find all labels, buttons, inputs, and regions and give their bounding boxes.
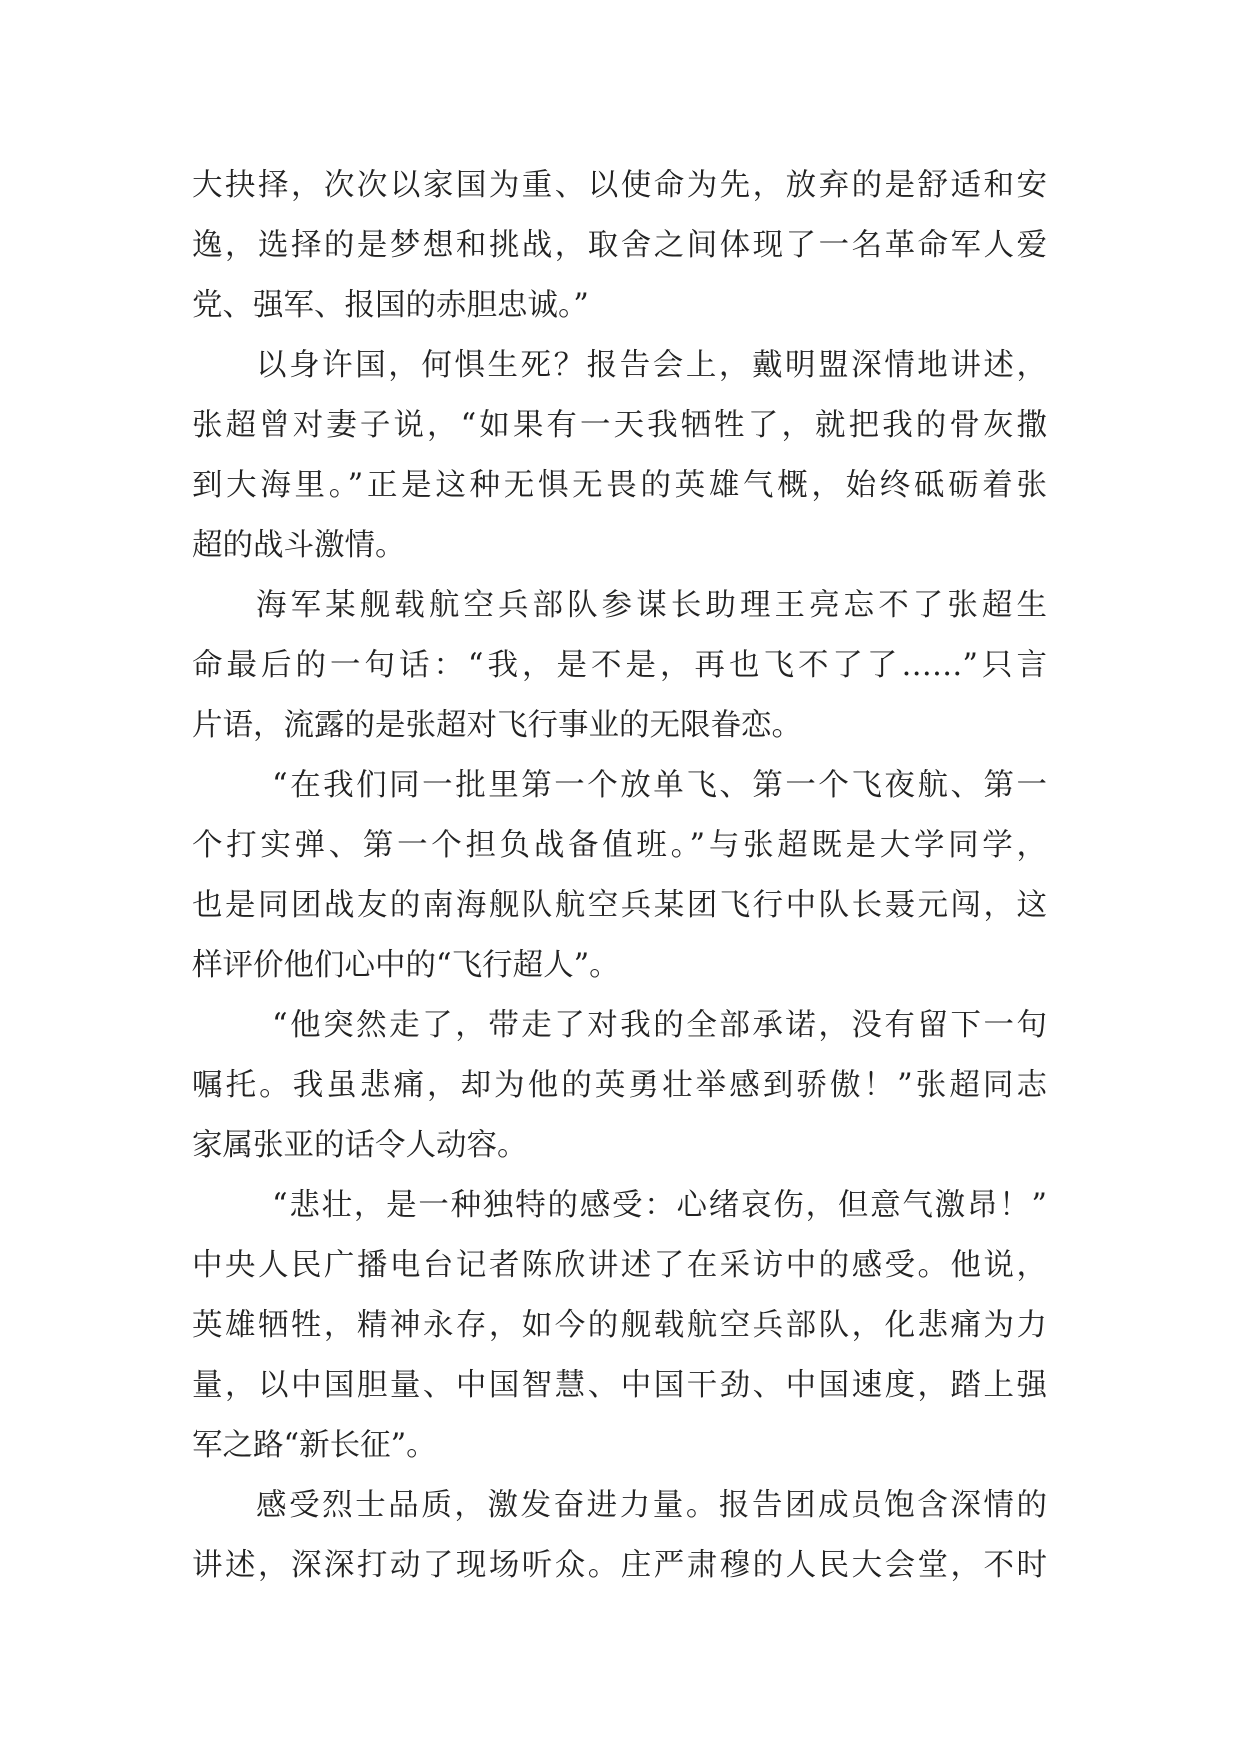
text-line: 到大海里。”正是这种无惧无畏的英雄气概，始终砥砺着张 <box>192 468 1047 503</box>
text-line: “悲壮，是一种独特的感受：心绪哀伤，但意气激昂！” <box>272 1188 1047 1223</box>
text-line: 量，以中国胆量、中国智慧、中国干劲、中国速度，踏上强 <box>192 1368 1047 1403</box>
text-line: 个打实弹、第一个担负战备值班。”与张超既是大学同学， <box>192 828 1047 863</box>
text-line: 军之路“新长征”。 <box>192 1428 437 1463</box>
text-line: 超的战斗激情。 <box>192 528 406 563</box>
text-line: 中央人民广播电台记者陈欣讲述了在采访中的感受。他说， <box>192 1248 1047 1283</box>
text-line: 逸，选择的是梦想和挑战，取舍之间体现了一名革命军人爱 <box>192 228 1047 263</box>
text-line: 嘱托。我虽悲痛，却为他的英勇壮举感到骄傲！”张超同志 <box>192 1068 1047 1103</box>
text-line: “在我们同一批里第一个放单飞、第一个飞夜航、第一 <box>272 768 1047 803</box>
text-line: 感受烈士品质，激发奋进力量。报告团成员饱含深情的 <box>256 1488 1047 1523</box>
text-line: 以身许国，何惧生死？报告会上，戴明盟深情地讲述， <box>256 348 1047 383</box>
text-line: 大抉择，次次以家国为重、以使命为先，放弃的是舒适和安 <box>192 168 1047 203</box>
text-line: 命最后的一句话：“我，是不是，再也飞不了了……”只言 <box>192 648 1047 683</box>
document-body <box>192 156 1047 1596</box>
text-line: 也是同团战友的南海舰队航空兵某团飞行中队长聂元闯，这 <box>192 888 1047 923</box>
text-line: 党、强军、报国的赤胆忠诚。” <box>192 288 589 323</box>
text-line: “他突然走了，带走了对我的全部承诺，没有留下一句 <box>272 1008 1047 1043</box>
text-line: 讲述，深深打动了现场听众。庄严肃穆的人民大会堂，不时 <box>192 1548 1047 1583</box>
text-line: 海军某舰载航空兵部队参谋长助理王亮忘不了张超生 <box>256 588 1047 623</box>
text-line: 样评价他们心中的“飞行超人”。 <box>192 948 620 983</box>
text-line: 片语，流露的是张超对飞行事业的无限眷恋。 <box>192 708 802 743</box>
text-line: 英雄牺牲，精神永存，如今的舰载航空兵部队，化悲痛为力 <box>192 1308 1047 1343</box>
text-line: 家属张亚的话令人动容。 <box>192 1128 528 1163</box>
text-line: 张超曾对妻子说，“如果有一天我牺牲了，就把我的骨灰撒 <box>192 408 1047 443</box>
